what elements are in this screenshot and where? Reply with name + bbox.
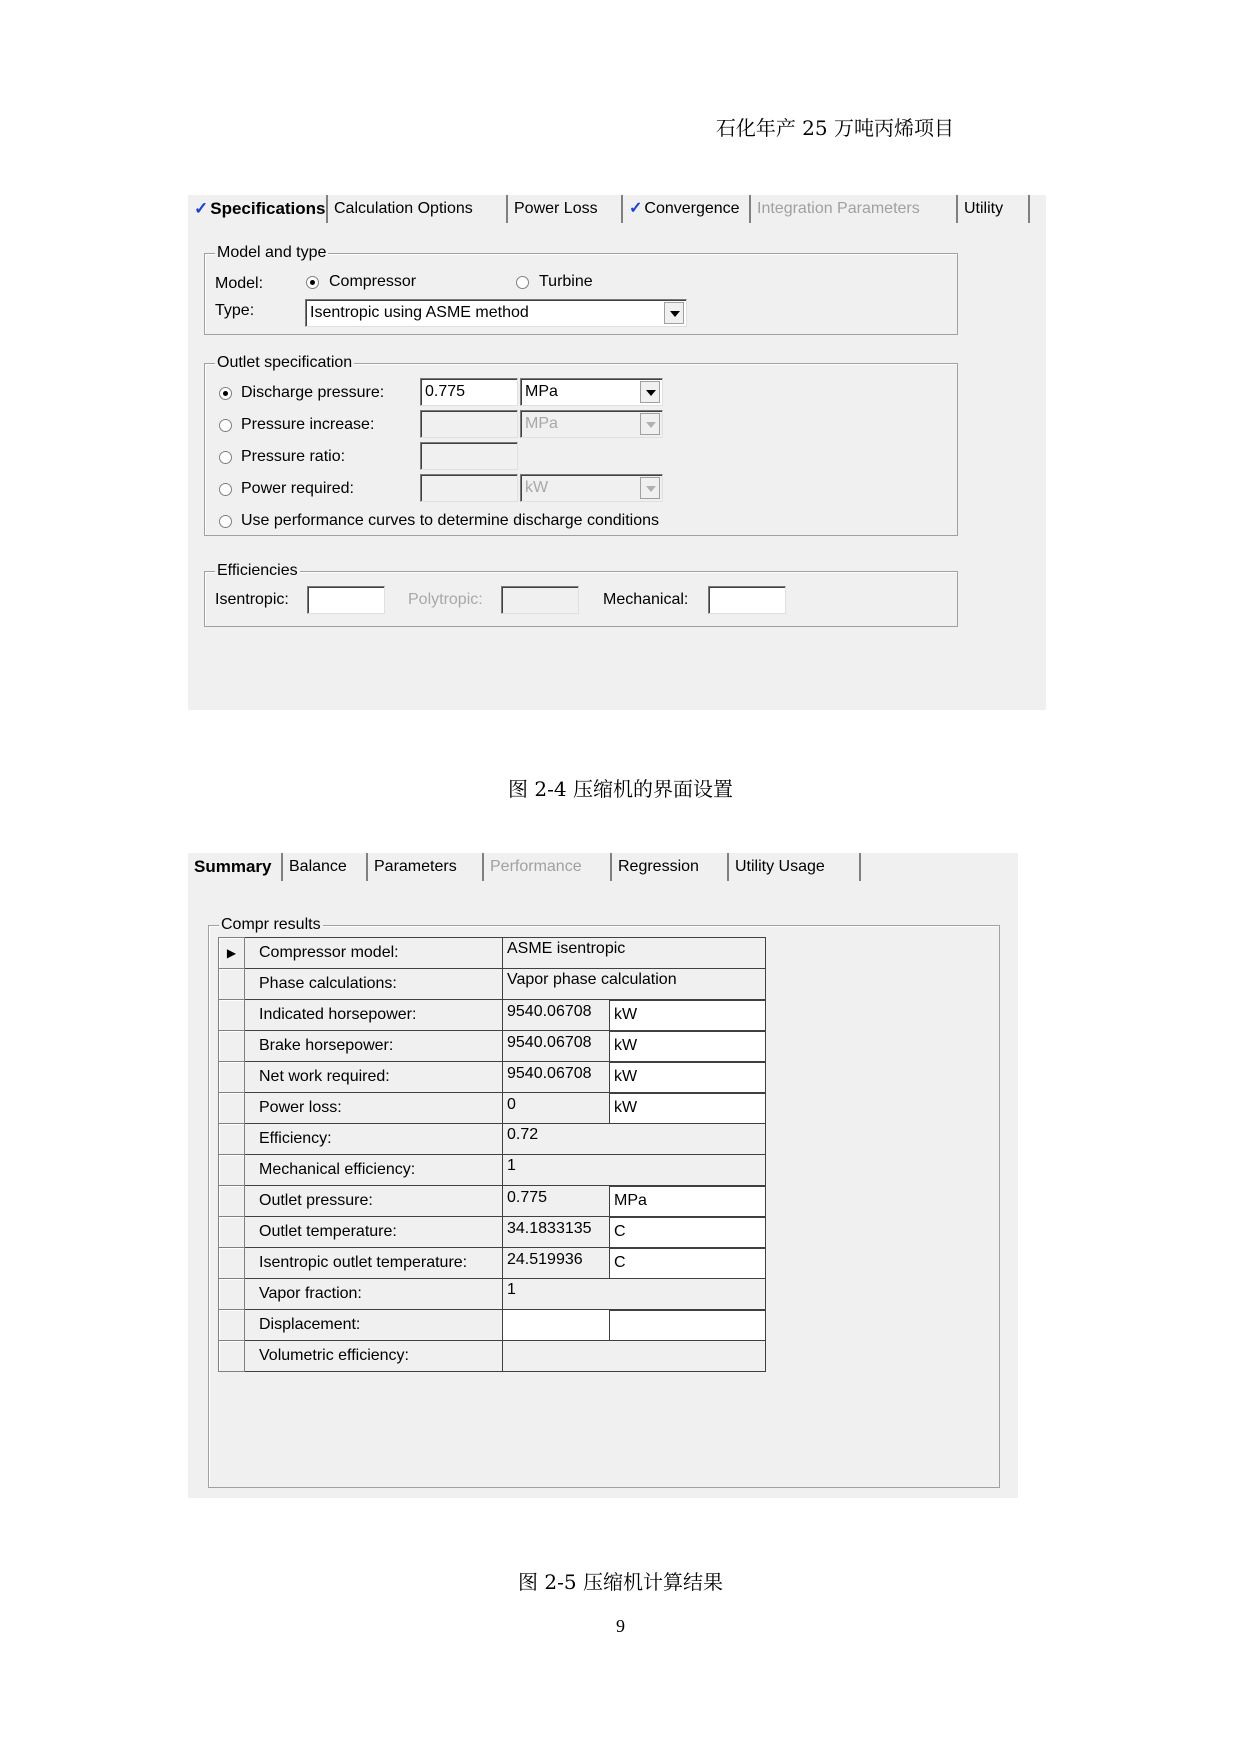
result-value: 34.1833135 (503, 1217, 610, 1248)
tab-label: Power Loss (514, 200, 598, 217)
result-label: Displacement: (245, 1310, 503, 1341)
result-label: Outlet pressure: (245, 1186, 503, 1217)
table-row (219, 1000, 766, 1031)
tab-label: Calculation Options (334, 200, 473, 217)
power-required-label[interactable]: Power required: (241, 480, 354, 497)
tab-label: Utility (964, 200, 1004, 217)
pressure-increase-radio[interactable] (219, 419, 232, 432)
pressure-ratio-input (420, 442, 518, 470)
row-selector[interactable] (219, 1186, 245, 1217)
compressor-results-panel (188, 853, 1018, 1498)
setup-tab-power-loss[interactable] (508, 195, 623, 223)
row-selector[interactable] (219, 1124, 245, 1155)
results-tab-utility-usage[interactable] (729, 853, 861, 881)
model-label: Model: (215, 275, 264, 292)
table-row (219, 1310, 766, 1341)
chevron-down-icon (640, 413, 660, 435)
result-unit[interactable]: C (610, 1248, 766, 1279)
result-unit[interactable]: C (610, 1217, 766, 1248)
result-unit[interactable] (610, 1310, 766, 1341)
result-value: 9540.06708 (503, 1062, 610, 1093)
mechanical-efficiency-input[interactable] (708, 586, 786, 614)
model-compressor-label[interactable]: Compressor (329, 273, 417, 290)
isentropic-label: Isentropic: (215, 591, 289, 608)
table-row (219, 1124, 766, 1155)
result-label: Brake horsepower: (245, 1031, 503, 1062)
result-label: Mechanical efficiency: (245, 1155, 503, 1186)
result-unit[interactable]: kW (610, 1000, 766, 1031)
pressure-ratio-label[interactable]: Pressure ratio: (241, 448, 346, 465)
checkmark-icon: ✓ (629, 200, 643, 217)
results-tab-balance[interactable] (283, 853, 368, 881)
results-tab-summary[interactable] (188, 853, 283, 881)
efficiencies-group-title: Efficiencies (217, 562, 298, 579)
tab-label: Balance (289, 858, 347, 875)
performance-curves-label[interactable]: Use performance curves to determine discharge conditions (241, 512, 659, 529)
result-unit[interactable]: MPa (610, 1186, 766, 1217)
discharge-pressure-unit-select[interactable] (520, 378, 663, 406)
row-pointer-icon[interactable]: ▶ (219, 938, 245, 969)
model-turbine-radio[interactable] (516, 276, 529, 289)
page-number: 9 (616, 1616, 625, 1636)
chevron-down-icon[interactable] (664, 302, 684, 324)
setup-tab-convergence[interactable] (623, 195, 751, 223)
row-selector[interactable] (219, 1031, 245, 1062)
results-tab-regression[interactable] (612, 853, 729, 881)
row-selector[interactable] (219, 1248, 245, 1279)
power-required-unit-select (520, 474, 663, 502)
row-selector[interactable] (219, 1341, 245, 1372)
result-label: Net work required: (245, 1062, 503, 1093)
result-value: ASME isentropic (503, 938, 766, 969)
tab-label: Utility Usage (735, 858, 825, 875)
result-label: Outlet temperature: (245, 1217, 503, 1248)
efficiencies-group (204, 562, 958, 627)
figure-2-4-caption: 图 2-4 压缩机的界面设置 (508, 777, 733, 801)
row-selector[interactable] (219, 1279, 245, 1310)
results-tab-strip (188, 853, 1018, 881)
pressure-increase-label[interactable]: Pressure increase: (241, 416, 375, 433)
compr-results-title: Compr results (221, 916, 321, 933)
tab-label: Regression (618, 858, 699, 875)
result-unit[interactable]: kW (610, 1031, 766, 1062)
row-selector[interactable] (219, 1000, 245, 1031)
table-row (219, 1155, 766, 1186)
result-label: Indicated horsepower: (245, 1000, 503, 1031)
row-selector[interactable] (219, 1310, 245, 1341)
results-tab-parameters[interactable] (368, 853, 484, 881)
result-value: 0 (503, 1093, 610, 1124)
polytropic-label: Polytropic: (408, 591, 483, 608)
result-unit[interactable]: kW (610, 1093, 766, 1124)
mechanical-label: Mechanical: (603, 591, 689, 608)
result-label: Vapor fraction: (245, 1279, 503, 1310)
performance-curves-radio[interactable] (219, 515, 232, 528)
results-table (218, 937, 766, 1372)
isentropic-efficiency-input[interactable] (307, 586, 385, 614)
result-label: Volumetric efficiency: (245, 1341, 503, 1372)
tab-label: Convergence (644, 200, 740, 217)
discharge-pressure-unit: MPa (525, 383, 558, 400)
tab-label: Performance (490, 858, 582, 875)
model-type-group (204, 244, 958, 335)
model-turbine-label[interactable]: Turbine (539, 273, 593, 290)
result-value: 9540.06708 (503, 1000, 610, 1031)
pressure-ratio-radio[interactable] (219, 451, 232, 464)
table-row (219, 1279, 766, 1310)
row-selector[interactable] (219, 1155, 245, 1186)
setup-tab-specifications[interactable] (188, 195, 328, 223)
chevron-down-icon (640, 477, 660, 499)
type-select[interactable] (305, 299, 687, 327)
table-row (219, 969, 766, 1000)
result-value: 24.519936 (503, 1248, 610, 1279)
result-value: 9540.06708 (503, 1031, 610, 1062)
power-required-input (420, 474, 518, 502)
result-value (503, 1310, 610, 1341)
compressor-setup-panel (188, 195, 1046, 710)
pressure-increase-unit-select (520, 410, 663, 438)
discharge-pressure-radio[interactable] (219, 387, 232, 400)
figure-2-5-caption: 图 2-5 压缩机计算结果 (518, 1570, 723, 1594)
result-label: Phase calculations: (245, 969, 503, 1000)
setup-tab-calculation-options[interactable] (328, 195, 508, 223)
tab-label: Parameters (374, 858, 457, 875)
result-value (503, 1341, 766, 1372)
table-row (219, 1186, 766, 1217)
result-value: Vapor phase calculation (503, 969, 766, 1000)
table-row (219, 1341, 766, 1372)
result-label: Isentropic outlet temperature: (245, 1248, 503, 1279)
table-row (219, 1062, 766, 1093)
table-row (219, 1031, 766, 1062)
pressure-increase-unit: MPa (525, 415, 558, 432)
type-select-value: Isentropic using ASME method (310, 304, 529, 321)
table-row (219, 1093, 766, 1124)
setup-tab-utility[interactable] (958, 195, 1030, 223)
row-selector[interactable] (219, 1093, 245, 1124)
discharge-pressure-input[interactable]: 0.775 (420, 378, 518, 406)
result-value: 1 (503, 1279, 766, 1310)
discharge-pressure-label[interactable]: Discharge pressure: (241, 384, 385, 401)
result-label: Efficiency: (245, 1124, 503, 1155)
page-header: 石化年产 25 万吨丙烯项目 (715, 116, 954, 140)
outlet-specification-group (204, 354, 958, 536)
setup-tab-strip (188, 195, 1046, 223)
power-required-radio[interactable] (219, 483, 232, 496)
results-tab-performance (484, 853, 612, 881)
row-selector[interactable] (219, 1217, 245, 1248)
outlet-group-title: Outlet specification (217, 354, 353, 371)
table-row (219, 1217, 766, 1248)
result-label: Power loss: (245, 1093, 503, 1124)
power-required-unit: kW (525, 479, 549, 496)
tab-label: Integration Parameters (757, 200, 920, 217)
chevron-down-icon[interactable] (640, 381, 660, 403)
pressure-increase-input (420, 410, 518, 438)
result-label: Compressor model: (245, 938, 503, 969)
result-unit[interactable]: kW (610, 1062, 766, 1093)
tab-label: Summary (194, 857, 272, 876)
result-value: 0.72 (503, 1124, 766, 1155)
setup-tab-integration-parameters (751, 195, 958, 223)
model-type-group-title: Model and type (217, 244, 327, 261)
model-compressor-radio[interactable] (306, 276, 319, 289)
result-value: 0.775 (503, 1186, 610, 1217)
polytropic-efficiency-input (501, 586, 579, 614)
table-row (219, 1248, 766, 1279)
type-label: Type: (215, 302, 255, 319)
tab-label: Specifications (210, 199, 326, 218)
table-row (219, 938, 766, 969)
row-selector[interactable] (219, 969, 245, 1000)
checkmark-icon: ✓ (194, 199, 209, 218)
row-selector[interactable] (219, 1062, 245, 1093)
result-value: 1 (503, 1155, 766, 1186)
